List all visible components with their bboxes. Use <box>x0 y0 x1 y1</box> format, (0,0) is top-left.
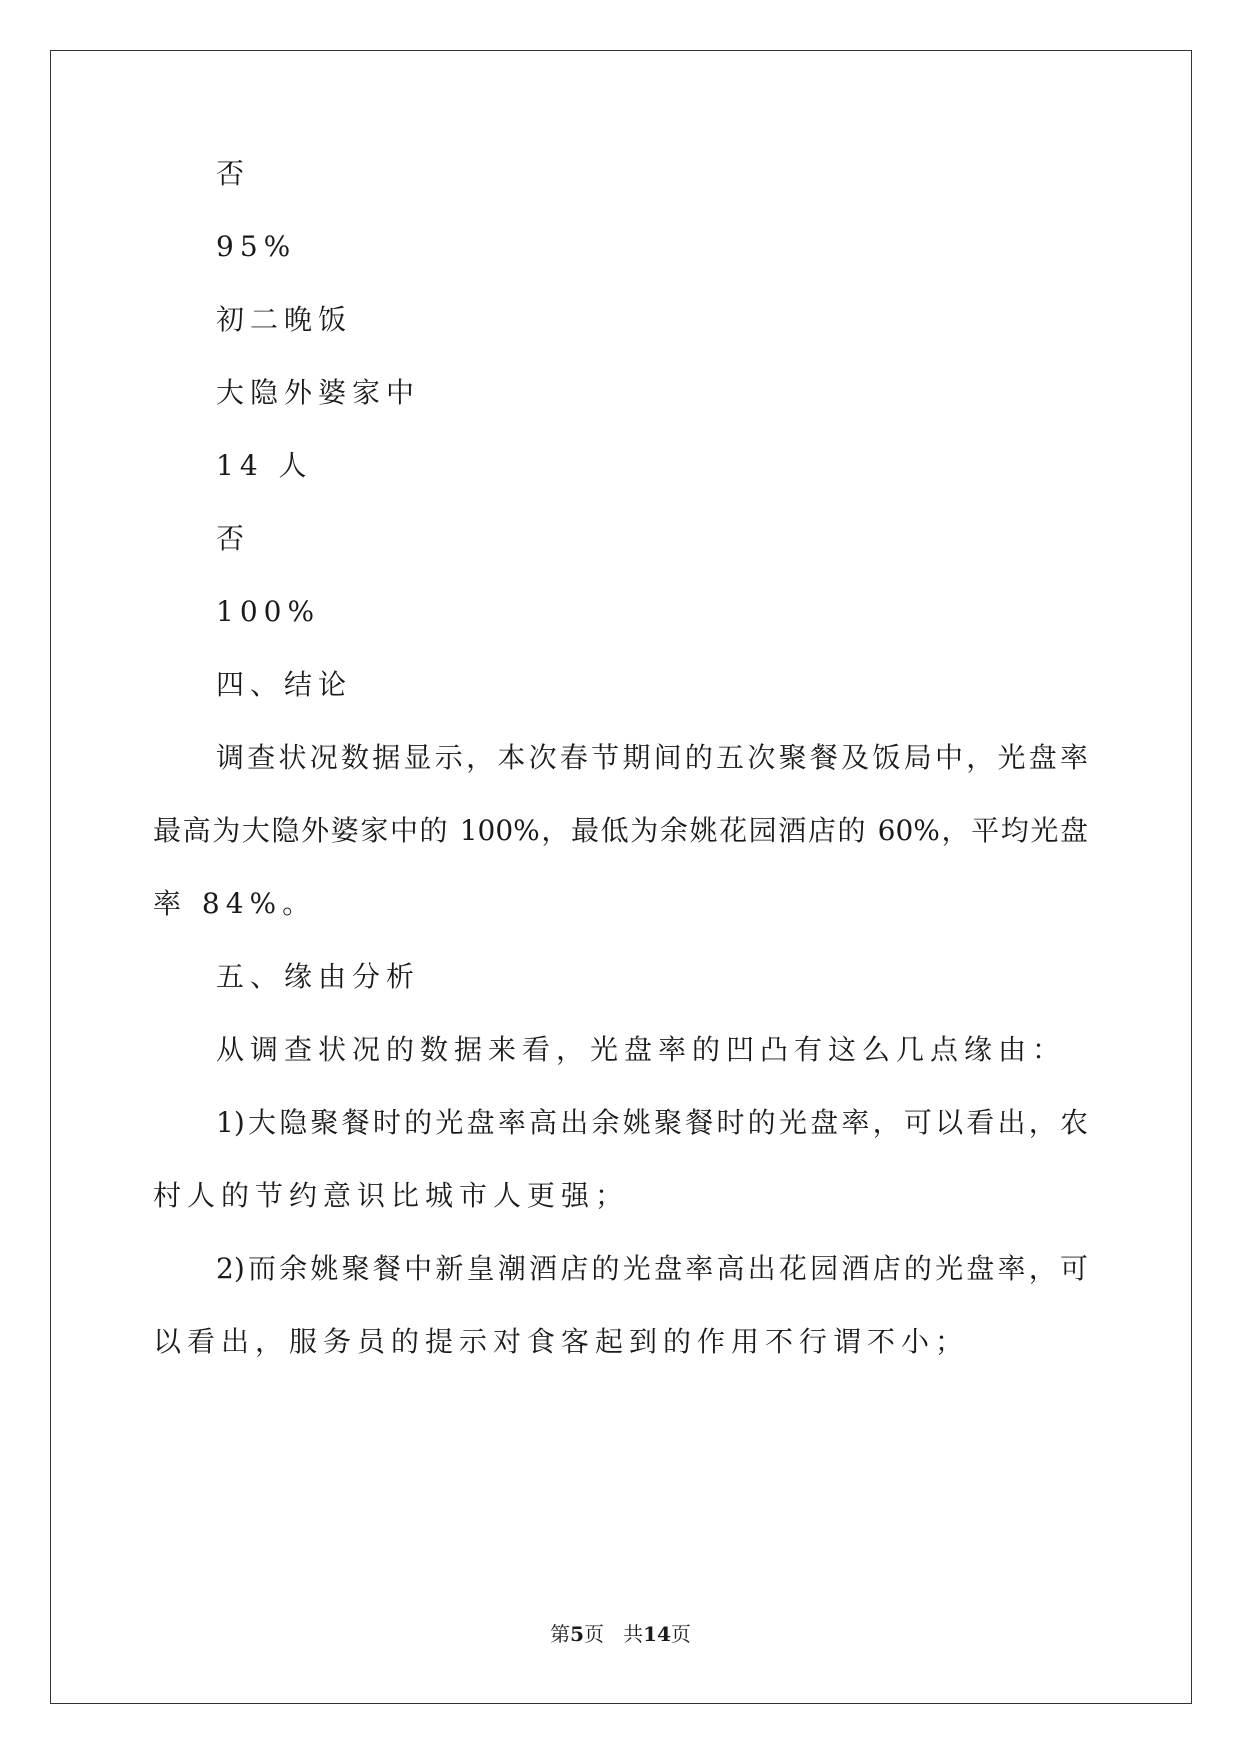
paragraph-line: 率 84%。 <box>153 887 317 920</box>
paragraph-line: 最高为大隐外婆家中的 100%，最低为余姚花园酒店的 60%，平均光盘 <box>153 814 1088 847</box>
paragraph-line: 调查状况数据显示，本次春节期间的五次聚餐及饭局中，光盘率 <box>216 741 1088 774</box>
page-prefix: 第 <box>550 1622 571 1646</box>
page-number: 5 <box>570 1622 584 1646</box>
total-suffix: 页 <box>670 1622 691 1646</box>
paragraph-line: 村人的节约意识比城市人更强； <box>153 1179 630 1212</box>
paragraph-line: 以看出，服务员的提示对食客起到的作用不行谓不小； <box>153 1325 970 1358</box>
paragraph-line: 1)大隐聚餐时的光盘率高出余姚聚餐时的光盘率，可以看出，农 <box>216 1106 1088 1139</box>
page-footer <box>0 1621 1241 1647</box>
text-line: 14 人 <box>216 449 313 482</box>
total-prefix: 共 <box>623 1622 644 1646</box>
page-border <box>50 50 1192 1704</box>
text-line: 否 <box>216 522 251 555</box>
text-line: 100% <box>216 595 321 628</box>
page-suffix: 页 <box>584 1622 604 1646</box>
text-line: 大隐外婆家中 <box>216 376 421 409</box>
text-line: 初二晚饭 <box>216 303 353 336</box>
section-heading: 五、缘由分析 <box>216 960 421 993</box>
paragraph-line: 从调查状况的数据来看，光盘率的凹凸有这么几点缘由： <box>216 1033 1067 1066</box>
text-line: 95% <box>216 230 297 263</box>
text-line: 否 <box>216 157 251 190</box>
section-heading: 四、结论 <box>216 668 353 701</box>
total-pages: 14 <box>643 1622 671 1646</box>
paragraph-line: 2)而余姚聚餐中新皇潮酒店的光盘率高出花园酒店的光盘率，可 <box>216 1252 1088 1285</box>
